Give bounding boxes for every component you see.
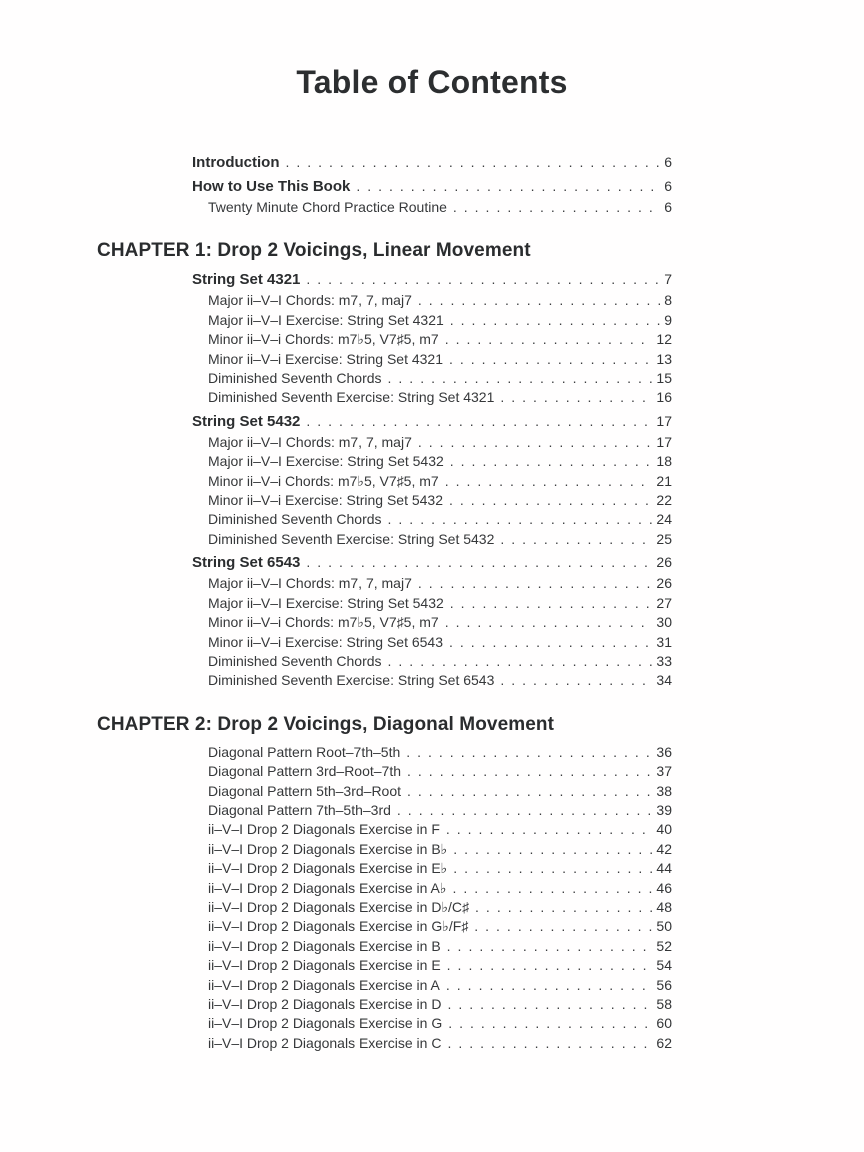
- dot-leader: [440, 820, 653, 839]
- toc-entry-label: String Set 5432: [192, 412, 301, 430]
- dot-leader: [443, 350, 652, 369]
- toc-entry-label: Minor ii–V–i Exercise: String Set 6543: [208, 633, 443, 650]
- toc-entry-page: 50: [656, 918, 672, 935]
- dot-leader: [468, 917, 652, 936]
- dot-leader: [300, 269, 660, 290]
- toc-entry-label: Diagonal Pattern 5th–3rd–Root: [208, 782, 402, 799]
- toc-entry: [192, 330, 672, 349]
- toc-entry: [192, 594, 672, 613]
- dot-leader: [441, 995, 652, 1014]
- toc-entry-page: 16: [656, 389, 672, 406]
- toc-entry: [192, 350, 672, 369]
- toc-entry-page: 38: [656, 782, 672, 799]
- toc-entry-label: Diminished Seventh Exercise: String Set 4321: [208, 389, 495, 406]
- toc-entry-page: 46: [656, 879, 672, 896]
- toc-entry-label: Introduction: [192, 154, 280, 171]
- toc-entry-label: ii–V–I Drop 2 Diagonals Exercise in F: [208, 821, 440, 838]
- chapter-heading: CHAPTER 1: Drop 2 Voicings, Linear Movement: [97, 240, 531, 262]
- toc-entry-page: 54: [656, 957, 672, 974]
- toc-entry-page: 27: [656, 594, 672, 611]
- toc-entry: [192, 388, 672, 407]
- toc-entry-label: Minor ii–V–i Exercise: String Set 4321: [208, 350, 443, 367]
- toc-entry-label: ii–V–I Drop 2 Diagonals Exercise in E: [208, 957, 441, 974]
- dot-leader: [444, 311, 660, 330]
- toc-entry-label: Diminished Seventh Chords: [208, 370, 382, 387]
- toc-entry: [192, 840, 672, 859]
- toc-entry-label: Major ii–V–I Exercise: String Set 5432: [208, 453, 444, 470]
- toc-entry: [192, 613, 672, 632]
- toc-entry-page: 13: [656, 350, 672, 367]
- toc-entry: [192, 633, 672, 652]
- dot-leader: [391, 801, 653, 820]
- dot-leader: [441, 937, 653, 956]
- dot-leader: [443, 633, 652, 652]
- dot-leader: [300, 411, 652, 432]
- page-title: Table of Contents: [296, 64, 568, 100]
- toc-entry-label: Major ii–V–I Exercise: String Set 5432: [208, 594, 444, 611]
- toc-entry: [192, 671, 672, 690]
- toc-entry: [192, 995, 672, 1014]
- toc-entry-label: Twenty Minute Chord Practice Routine: [208, 199, 447, 215]
- toc-entry-page: 30: [656, 614, 672, 631]
- toc-entry: [192, 859, 672, 878]
- toc-entry-page: 17: [656, 412, 672, 429]
- toc-entry: [192, 311, 672, 330]
- toc-entry-page: 31: [656, 633, 672, 650]
- dot-leader: [441, 1034, 652, 1053]
- dot-leader: [442, 1014, 652, 1033]
- dot-leader: [412, 433, 653, 452]
- toc-entry-page: 52: [656, 937, 672, 954]
- dot-leader: [443, 491, 652, 510]
- toc-entry-page: 25: [656, 530, 672, 547]
- toc-entry-page: 15: [656, 370, 672, 387]
- dot-leader: [494, 388, 652, 407]
- toc-entry-page: 26: [656, 554, 672, 571]
- dot-leader: [279, 152, 660, 173]
- toc-entry: [192, 411, 672, 432]
- dot-leader: [400, 743, 652, 762]
- toc-entry-page: 21: [656, 472, 672, 489]
- chapter-heading: CHAPTER 2: Drop 2 Voicings, Diagonal Movement: [97, 713, 555, 735]
- toc-entry-label: Diagonal Pattern Root–7th–5th: [208, 743, 401, 760]
- toc-entry-page: 6: [664, 199, 672, 215]
- toc-entry-page: 34: [656, 672, 672, 689]
- toc-entry-label: How to Use This Book: [192, 178, 351, 195]
- toc-entry-label: Minor ii–V–i Exercise: String Set 5432: [208, 492, 443, 509]
- toc-entry-label: ii–V–I Drop 2 Diagonals Exercise in B♭: [208, 840, 448, 857]
- dot-leader: [382, 652, 653, 671]
- toc-entry-page: 33: [656, 652, 672, 669]
- toc-entry-page: 56: [656, 976, 672, 993]
- toc-entry-page: 26: [656, 575, 672, 592]
- toc-entry-page: 42: [656, 840, 672, 857]
- dot-leader: [444, 594, 653, 613]
- toc-entry-page: 40: [656, 821, 672, 838]
- toc-entry: [192, 291, 672, 310]
- dot-leader: [382, 369, 653, 388]
- toc-entry-page: 12: [656, 331, 672, 348]
- toc-entry: [192, 433, 672, 452]
- toc-entry-label: Diminished Seventh Exercise: String Set 6543: [208, 672, 495, 689]
- dot-leader: [412, 574, 653, 593]
- toc-entry-page: 9: [664, 311, 672, 328]
- toc-entry: [192, 801, 672, 820]
- toc-entry-page: 60: [656, 1015, 672, 1032]
- toc-entry: [192, 820, 672, 839]
- toc-entry-label: Minor ii–V–i Chords: m7♭5, V7♯5, m7: [208, 472, 439, 489]
- toc-entry-page: 39: [656, 801, 672, 818]
- toc-entry: [192, 743, 672, 762]
- dot-leader: [440, 976, 653, 995]
- toc-entry-page: 17: [656, 433, 672, 450]
- toc-entry: [192, 472, 672, 491]
- dot-leader: [494, 530, 652, 549]
- toc-entry: [192, 782, 672, 801]
- toc-entry-label: Minor ii–V–i Chords: m7♭5, V7♯5, m7: [208, 331, 439, 348]
- toc-entry-label: Diagonal Pattern 7th–5th–3rd: [208, 801, 391, 818]
- toc-entry: [192, 976, 672, 995]
- toc-entry-page: 7: [664, 271, 672, 288]
- toc-entry-label: Major ii–V–I Chords: m7, 7, maj7: [208, 575, 412, 592]
- toc-chapters: [97, 240, 672, 1053]
- toc-entry: [192, 1014, 672, 1033]
- toc-entry-page: 44: [656, 860, 672, 877]
- toc-entry-label: Diminished Seventh Chords: [208, 511, 382, 528]
- toc-entry: [192, 369, 672, 388]
- toc-entry-page: 37: [656, 763, 672, 780]
- dot-leader: [439, 330, 653, 349]
- dot-leader: [412, 291, 660, 310]
- toc-entry: [192, 152, 672, 173]
- toc-entry: [192, 1034, 672, 1053]
- toc-entry: [192, 956, 672, 975]
- dot-leader: [441, 956, 653, 975]
- dot-leader: [401, 782, 652, 801]
- dot-leader: [447, 198, 660, 217]
- toc-entry-label: Diminished Seventh Chords: [208, 652, 382, 669]
- dot-leader: [439, 613, 653, 632]
- toc-list: [97, 152, 672, 1053]
- dot-leader: [447, 840, 652, 859]
- toc-entry-label: Minor ii–V–i Chords: m7♭5, V7♯5, m7: [208, 614, 439, 631]
- toc-entry: [192, 176, 672, 197]
- dot-leader: [350, 176, 660, 197]
- toc-entry-label: String Set 4321: [192, 271, 301, 289]
- toc-entry-page: 8: [664, 292, 672, 309]
- toc-entry-label: Diminished Seventh Exercise: String Set 5432: [208, 530, 495, 547]
- toc-entry: [192, 452, 672, 471]
- toc-entry: [192, 510, 672, 529]
- toc-entry-page: 6: [664, 154, 672, 170]
- toc-entry: [192, 552, 672, 573]
- toc-entry-page: 36: [656, 743, 672, 760]
- toc-entry: [192, 898, 672, 917]
- toc-entry-label: ii–V–I Drop 2 Diagonals Exercise in G♭/F♯: [208, 918, 469, 935]
- dot-leader: [494, 671, 652, 690]
- toc-entry-label: ii–V–I Drop 2 Diagonals Exercise in E♭: [208, 860, 448, 877]
- toc-entry-label: ii–V–I Drop 2 Diagonals Exercise in C: [208, 1034, 442, 1051]
- toc-entry: [192, 530, 672, 549]
- toc-entry-page: 22: [656, 492, 672, 509]
- toc-entry-page: 6: [664, 178, 672, 194]
- toc-entry: [192, 937, 672, 956]
- toc-entry-label: Diagonal Pattern 3rd–Root–7th: [208, 763, 402, 780]
- dot-leader: [439, 472, 653, 491]
- toc-entry-label: ii–V–I Drop 2 Diagonals Exercise in D: [208, 996, 442, 1012]
- toc-entry-label: Major ii–V–I Exercise: String Set 4321: [208, 311, 444, 328]
- toc-entry-page: 48: [656, 898, 672, 915]
- toc-entry-label: ii–V–I Drop 2 Diagonals Exercise in A: [208, 976, 440, 993]
- dot-leader: [469, 898, 652, 917]
- toc-entry: [192, 762, 672, 781]
- toc-entry-page: 24: [656, 511, 672, 528]
- toc-entry: [192, 574, 672, 593]
- dot-leader: [401, 762, 652, 781]
- toc-entry-label: ii–V–I Drop 2 Diagonals Exercise in G: [208, 1015, 443, 1032]
- toc-entry-page: 18: [656, 453, 672, 470]
- toc-entry-label: ii–V–I Drop 2 Diagonals Exercise in B: [208, 937, 441, 954]
- toc-entry: [192, 652, 672, 671]
- toc-front-matter: [192, 152, 672, 217]
- toc-entry-label: ii–V–I Drop 2 Diagonals Exercise in A♭: [208, 879, 447, 896]
- toc-entry-label: Major ii–V–I Chords: m7, 7, maj7: [208, 433, 412, 450]
- toc-entry-page: 62: [656, 1034, 672, 1051]
- toc-entry: [192, 879, 672, 898]
- toc-entry: [192, 917, 672, 936]
- toc-entry: [192, 198, 672, 217]
- toc-entry: [192, 269, 672, 290]
- dot-leader: [447, 859, 652, 878]
- dot-leader: [444, 452, 653, 471]
- toc-entry: [192, 491, 672, 510]
- toc-entry-label: ii–V–I Drop 2 Diagonals Exercise in D♭/C♯: [208, 898, 470, 915]
- dot-leader: [382, 510, 653, 529]
- toc-entry-label: Major ii–V–I Chords: m7, 7, maj7: [208, 292, 412, 309]
- toc-entry-page: 58: [656, 996, 672, 1012]
- dot-leader: [447, 879, 653, 898]
- toc-entry-label: String Set 6543: [192, 554, 301, 572]
- dot-leader: [300, 552, 652, 573]
